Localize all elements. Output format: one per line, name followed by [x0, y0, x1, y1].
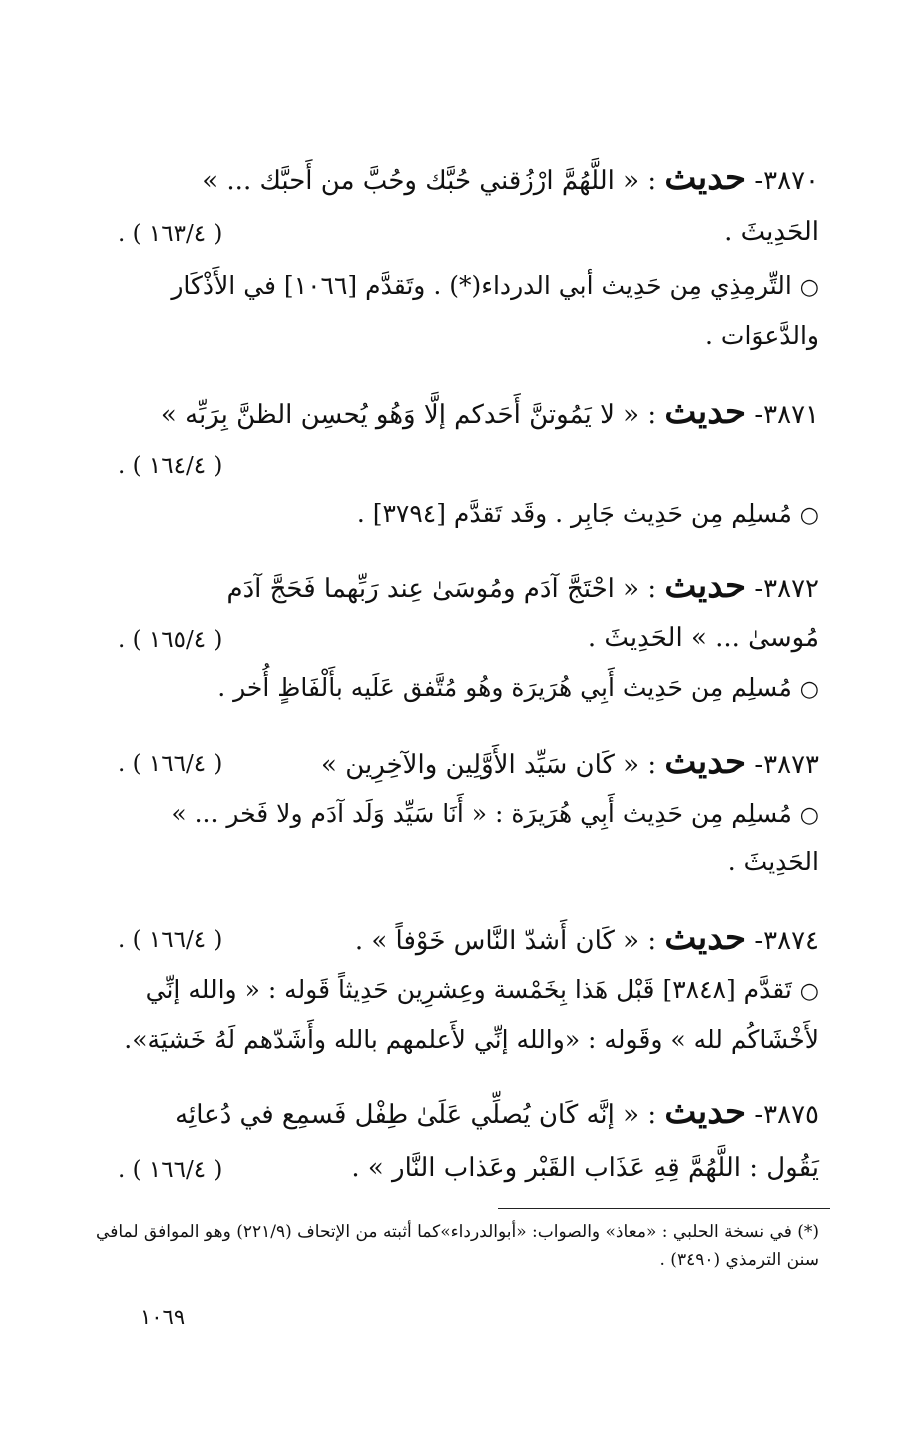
hadith-text: : « لا يَمُوتنَّ أَحَدكم إلَّا وَهُو يُحسِن الظنَّ بِرَبِّه »: [160, 400, 657, 430]
footnote-line1: (*) في نسخة الحلبي : «معاذ» والصواب: «أبوالدرداء»كما أثبته من الإتحاف (٢٢١/٩) وهو الموافق لمافي: [96, 1222, 819, 1242]
volume-page-reference: ( ١٦٦/٤ ) .: [118, 1157, 223, 1183]
hadith-keyword: حديث: [664, 918, 747, 958]
hadith-text: يَقُول : اللَّهُمَّ قِهِ عَذَاب القَبْر وعَذاب النَّار » .: [351, 1153, 819, 1183]
hadith-text: : « اللَّهُمَّ ارْزُقني حُبَّك وحُبَّ من أَحبَّك ... »: [202, 166, 657, 196]
circle-marker-icon: ○: [799, 503, 819, 528]
entry-number: ٣٨٧٠-: [754, 166, 819, 196]
note-text: التِّرمِذِي مِن حَدِيث أبي الدرداء(*) . وتَقدَّم [١٠٦٦] في الأَذْكَار: [171, 271, 792, 300]
entry-3872-note-line1: [118, 668, 819, 710]
entry-number: ٣٨٧٤-: [754, 926, 819, 956]
note-text: مُسلِم مِن حَدِيث أَبِي هُرَيرَة : « أَنَا سَيِّد وَلَد آدَم ولا فَخر ... »: [171, 799, 792, 828]
note-text: مُسلِم مِن حَدِيث أَبِي هُرَيرَة وهُو مُتَّفق عَلَيه بأَلْفَاظٍ أُخر .: [217, 673, 792, 702]
note-text: والدَّعوَات .: [705, 321, 819, 350]
entry-number: ٣٨٧١-: [754, 400, 819, 430]
volume-page-reference: ( ١٦٦/٤ ) .: [118, 927, 223, 953]
entry-3870-line2: [118, 212, 819, 252]
circle-marker-icon: ○: [799, 275, 819, 300]
entry-3874-note-line2: [118, 1020, 819, 1060]
volume-page-reference: ( ١٦٦/٤ ) .: [118, 751, 223, 777]
page-number: ١٠٦٩: [140, 1305, 186, 1329]
entry-3873-note-line1: [118, 794, 819, 836]
circle-marker-icon: ○: [799, 803, 819, 828]
footnote-divider: [498, 1208, 830, 1209]
hadith-text: : « إنَّه كَان يُصلِّي عَلَىٰ طِفْل فَسمِع في دُعائِه: [175, 1100, 657, 1130]
entry-3874-line1: [118, 918, 819, 961]
hadith-keyword: حديث: [664, 742, 747, 782]
entry-3872-line1: [118, 566, 819, 609]
entry-3870-line1: [118, 158, 819, 201]
entry-3873-note-line2: [118, 842, 819, 882]
entry-3875-line1: [118, 1092, 819, 1135]
entry-number: ٣٨٧٢-: [754, 574, 819, 604]
entry-3871-note-line1: [118, 494, 819, 536]
note-text: لأَخْشَاكُم لله » وقَوله : «والله إنِّي لأَعلمهم بالله وأَشَدّهم لَهُ خَشيَة».: [124, 1025, 819, 1054]
note-text: تَقدَّم [٣٨٤٨] قَبْل هَذا بِخَمْسة وعِشرِين حَدِيثاً قَوله : « والله إنِّي: [145, 975, 792, 1004]
hadith-text: : « كَان أَشدّ النَّاس خَوْفاً » .: [354, 926, 657, 956]
hadith-text: الحَدِيثَ .: [724, 217, 819, 247]
entry-3874-note-line1: [118, 970, 819, 1012]
note-text: الحَدِيثَ .: [727, 847, 819, 876]
volume-page-reference: ( ١٦٣/٤ ) .: [118, 221, 223, 247]
entry-3870-note-line1: [118, 266, 819, 308]
hadith-text: : « احْتَجَّ آدَم ومُوسَىٰ عِند رَبِّهما فَحَجَّ آدَم: [226, 574, 657, 604]
hadith-keyword: حديث: [664, 1092, 747, 1132]
hadith-keyword: حديث: [664, 392, 747, 432]
entry-3873-line1: [118, 742, 819, 785]
entry-3871-line1: [118, 392, 819, 435]
volume-page-reference: ( ١٦٥/٤ ) .: [118, 627, 223, 653]
hadith-text: مُوسىٰ ... » الحَدِيثَ .: [587, 623, 819, 653]
hadith-keyword: حديث: [664, 158, 747, 198]
entry-3872-line2: [118, 618, 819, 658]
circle-marker-icon: ○: [799, 979, 819, 1004]
volume-page-reference: ( ١٦٤/٤ ) .: [118, 453, 223, 479]
circle-marker-icon: ○: [799, 677, 819, 702]
hadith-keyword: حديث: [664, 566, 747, 606]
hadith-text: : « كَان سَيِّد الأَوَّلِين والآخِرِين »: [321, 750, 657, 780]
entry-3875-line2: [118, 1148, 819, 1188]
entry-3870-note-line2: [118, 316, 819, 356]
entry-number: ٣٨٧٣-: [754, 750, 819, 780]
note-text: مُسلِم مِن حَدِيث جَابِر . وقَد تَقدَّم [٣٧٩٤] .: [356, 499, 792, 528]
entry-number: ٣٨٧٥-: [754, 1100, 819, 1130]
footnote-line2: سنن الترمذي (٣٤٩٠) .: [659, 1250, 819, 1270]
